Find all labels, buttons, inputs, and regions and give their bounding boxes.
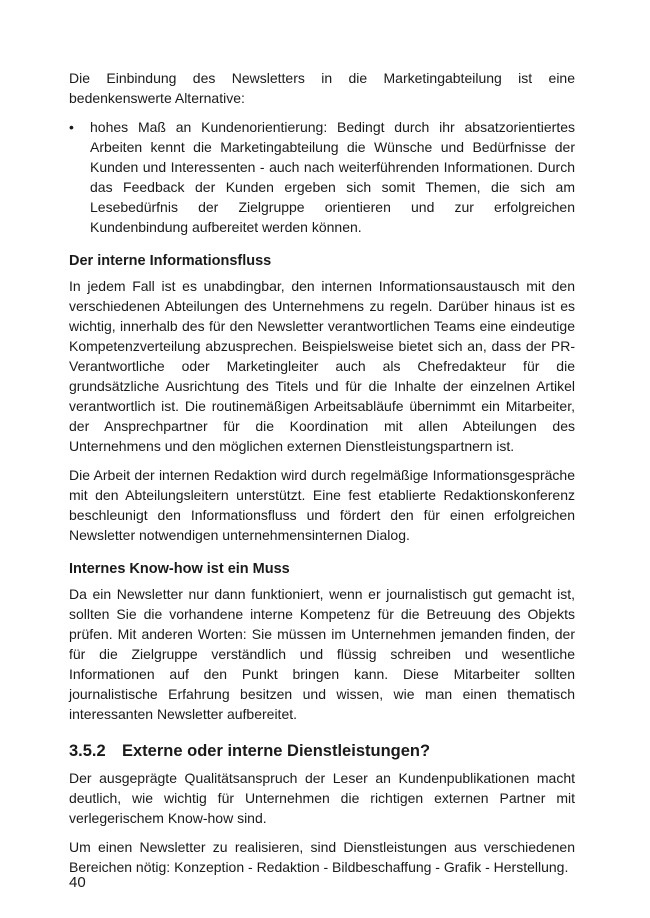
- bullet-icon: •: [69, 119, 74, 135]
- section-heading-informationsfluss: Der interne Informationsfluss: [69, 253, 272, 269]
- section-title: Externe oder interne Dienstleistungen?: [122, 742, 431, 760]
- section-number: 3.5.2: [69, 742, 106, 760]
- paragraph-dienstleistungen-2: Um einen Newsletter zu realisieren, sind Dienstleistungen aus verschiedenen Bereichen nötig: Konzeption - Redaktion - Bildbeschaffung - Grafik - Herstellung.: [69, 839, 575, 875]
- bullet-text: hohes Maß an Kundenorientierung: Bedingt durch ihr absatzorientiertes Arbeiten kennt die Marketingabteilung die Wünsche und Bedürfnisse der Kunden und Interessenten - auch nach weiterführenden Informationen. Durch das Feedback der Kunden ergeben sich somit Themen, die sich am Lesebedürfnis der Zielgruppe orientieren und zur erfolgreichen Kundenbindung aufbereitet werden können.: [90, 119, 575, 235]
- section-heading-dienstleistungen: [69, 740, 575, 762]
- paragraph-informationsfluss-1: In jedem Fall ist es unabdingbar, den internen Informationsaustausch mit den verschiedenen Abteilungen des Unternehmens zu regeln. Darüber hinaus ist es wichtig, innerhalb des für den Newsletter verantwortlichen Teams eine eindeutige Kompetenzverteilung abzusprechen. Beispielsweise bietet sich an, dass der PR-Verantwortliche oder Marketingleiter auch als Chefredakteur für die grundsätzliche Ausrichtung des Titels und für die Inhalte der einzelnen Artikel verantwortlich ist. Die routinemäßigen Arbeitsabläufe übernimmt ein Mitarbeiter, der Ansprechpartner für die Koordination mit allen Abteilungen des Unternehmens und den möglichen externen Dienstleistungspartnern ist.: [69, 278, 575, 454]
- paragraph-informationsfluss-2: Die Arbeit der internen Redaktion wird durch regelmäßige Informationsgespräche mit den Abteilungsleitern unterstützt. Eine fest etablierte Redaktionskonferenz beschleunigt den Informationsfluss und fördert den für einen erfolgreichen Newsletter notwendigen unternehmensinternen Dialog.: [69, 467, 575, 543]
- page-number: 40: [69, 874, 86, 891]
- intro-paragraph: Die Einbindung des Newsletters in die Marketingabteilung ist eine bedenkenswerte Alternative:: [69, 70, 575, 106]
- paragraph-dienstleistungen-1: Der ausgeprägte Qualitätsanspruch der Leser an Kundenpublikationen macht deutlich, wie wichtig für Unternehmen die richtigen externen Partner mit verlegerischem Know-how sind.: [69, 770, 575, 826]
- section-heading-know-how: Internes Know-how ist ein Muss: [69, 561, 290, 577]
- page-body: [69, 68, 575, 877]
- bullet-list-item: [69, 117, 575, 237]
- paragraph-know-how: Da ein Newsletter nur dann funktioniert, wenn er journalistisch gut gemacht ist, sollten Sie die vorhandene interne Kompetenz für die Betreuung des Objekts prüfen. Mit anderen Worten: Sie müssen im Unternehmen jemanden finden, der für die Zielgruppe verständlich und flüssig schreiben und wesentliche Informationen auf den Punkt bringen kann. Diese Mitarbeiter sollten journalistische Erfahrung besitzen und wissen, wie man einen thematisch interessanten Newsletter aufbereitet.: [69, 586, 575, 722]
